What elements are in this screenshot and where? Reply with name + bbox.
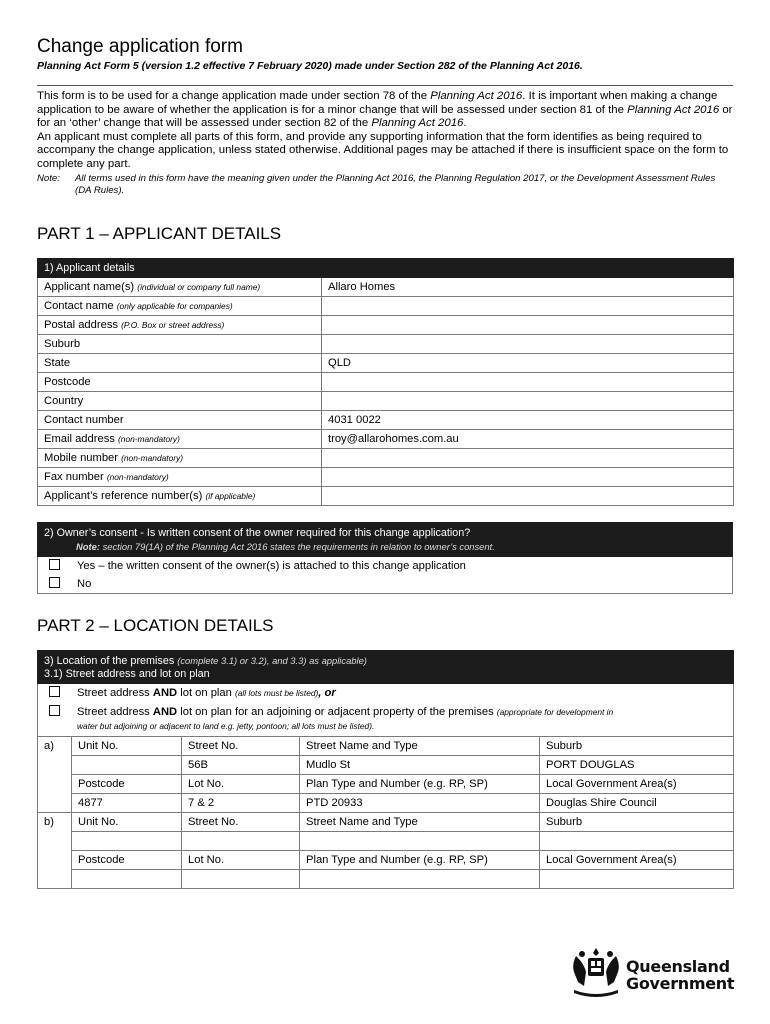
intro-paragraph-1 — [37, 90, 733, 131]
applicant-row — [38, 335, 734, 354]
consent-no-label: No — [77, 578, 92, 590]
intro-note-text: All terms used in this form have the meaning given under the Planning Act 2016, the Planning Regulation 2017, or the Development Assessment Rules (DA Rules). — [75, 172, 716, 197]
applicant-row — [38, 468, 734, 487]
opt1-or: , or — [318, 687, 336, 699]
owners-consent-table — [37, 522, 733, 594]
row-a-label: a) — [38, 737, 72, 813]
row-label-text: Mobile number — [44, 451, 118, 464]
row-b-label: b) — [38, 813, 72, 889]
applicant-row — [38, 373, 734, 392]
a-postcode-header: Postcode — [72, 775, 182, 794]
section1-header: 1) Applicant details — [38, 259, 734, 278]
a-unit-field[interactable] — [72, 756, 182, 775]
applicant-row-value-field[interactable]: Allaro Homes — [322, 278, 734, 297]
section2-note: section 79(1A) of the Planning Act 2016 states the requirements in relation to owner’s consent. — [102, 540, 495, 552]
consent-no-checkbox[interactable] — [49, 577, 60, 588]
page-subtitle: Planning Act Form 5 (version 1.2 effective 7 February 2020) made under Section 282 of the Planning Act 2016. — [37, 60, 583, 72]
applicant-row — [38, 316, 734, 335]
b-plan-header: Plan Type and Number (e.g. RP, SP) — [300, 851, 540, 870]
applicant-row-label — [38, 487, 322, 506]
row-label-text: Email address — [44, 432, 115, 445]
row-label-text: Applicant name(s) — [44, 280, 135, 293]
intro-p1-f: Planning Act 2016 — [371, 117, 464, 130]
row-label-text: Fax number — [44, 470, 104, 483]
applicant-row — [38, 430, 734, 449]
section2-note-label: Note: — [76, 540, 100, 552]
a-suburb-header: Suburb — [540, 737, 734, 756]
a-plan-header: Plan Type and Number (e.g. RP, SP) — [300, 775, 540, 794]
b-lot-field[interactable] — [182, 870, 300, 889]
applicant-row-value-field[interactable] — [322, 373, 734, 392]
b-unit-field[interactable] — [72, 832, 182, 851]
a-street-no-field[interactable]: 56B — [182, 756, 300, 775]
b-street-name-header: Street Name and Type — [300, 813, 540, 832]
intro-p1-c: . It is important when making a change application to be aware of whether the application is for a minor change that will be assessed under section 81 of the — [37, 90, 718, 116]
row-label-text: Suburb — [44, 337, 81, 350]
intro-text — [37, 90, 733, 172]
a-lot-header: Lot No. — [182, 775, 300, 794]
b-street-no-header: Street No. — [182, 813, 300, 832]
intro-p1-a: This form is to be used for a change application made under section 78 of the — [37, 90, 431, 102]
a-lga-field[interactable]: Douglas Shire Council — [540, 794, 734, 813]
applicant-row — [38, 487, 734, 506]
row-b-header-2 — [38, 851, 734, 870]
row-hint-text: (non-mandatory) — [106, 471, 169, 482]
applicant-row-value-field[interactable] — [322, 335, 734, 354]
row-label-text: Applicant’s reference number(s) — [44, 489, 203, 502]
logo-text — [626, 958, 734, 992]
section3-title: 3) Location of the premises — [44, 654, 175, 667]
location-option-1[interactable] — [38, 684, 734, 703]
a-street-no-header: Street No. — [182, 737, 300, 756]
applicant-row-value-field[interactable]: troy@allarohomes.com.au — [322, 430, 734, 449]
applicant-row — [38, 354, 734, 373]
applicant-row — [38, 278, 734, 297]
b-lot-header: Lot No. — [182, 851, 300, 870]
opt2-c: lot on plan for an adjoining or adjacent property of the premises — [177, 706, 497, 718]
applicant-row-value-field[interactable] — [322, 297, 734, 316]
opt1-a: Street address — [77, 687, 153, 699]
b-lga-header: Local Government Area(s) — [540, 851, 734, 870]
applicant-row-label — [38, 316, 322, 335]
title-divider — [37, 85, 733, 86]
a-lga-header: Local Government Area(s) — [540, 775, 734, 794]
row-b-values-1 — [38, 832, 734, 851]
applicant-row-value-field[interactable] — [322, 487, 734, 506]
applicant-row-label — [38, 335, 322, 354]
row-label-text: Contact name — [44, 299, 114, 312]
applicant-row-value-field[interactable] — [322, 316, 734, 335]
b-lga-field[interactable] — [540, 870, 734, 889]
applicant-row-label — [38, 373, 322, 392]
row-hint-text: (individual or company full name) — [137, 281, 261, 292]
row-label-text: State — [44, 356, 71, 369]
part2-section — [37, 616, 733, 636]
part1-section — [37, 224, 733, 244]
intro-paragraph-2: An applicant must complete all parts of this form, and provide any supporting information that the form identifies as being required to accompany the change application, unless stated otherwise. Additional pages may be attached if there is insufficient space on the form to complete any part. — [37, 130, 729, 170]
a-street-name-header: Street Name and Type — [300, 737, 540, 756]
intro-p1-d: Planning Act 2016 — [627, 103, 720, 116]
location-option-2[interactable] — [38, 702, 734, 737]
a-plan-field[interactable]: PTD 20933 — [300, 794, 540, 813]
row-a-values-1 — [38, 756, 734, 775]
b-street-no-field[interactable] — [182, 832, 300, 851]
applicant-row-value-field[interactable] — [322, 468, 734, 487]
location-table — [37, 650, 733, 889]
part1-heading: PART 1 – APPLICANT DETAILS — [37, 224, 282, 243]
logo-line-2: Government — [626, 974, 735, 993]
row-hint-text: (non-mandatory) — [118, 433, 180, 444]
intro-note — [37, 173, 733, 198]
b-street-name-field[interactable] — [300, 832, 540, 851]
applicant-row-label — [38, 354, 322, 373]
applicant-row — [38, 411, 734, 430]
applicant-row-label — [38, 449, 322, 468]
applicant-row-label — [38, 468, 322, 487]
applicant-row-label — [38, 278, 322, 297]
applicant-row-label — [38, 392, 322, 411]
applicant-row-value-field[interactable]: QLD — [322, 354, 734, 373]
consent-no-row[interactable] — [38, 575, 733, 594]
row-b-header-1 — [38, 813, 734, 832]
logo-line-1: Queensland — [626, 957, 730, 976]
applicant-row-label — [38, 411, 322, 430]
opt1-b: AND — [152, 687, 178, 699]
applicant-row — [38, 449, 734, 468]
form-page — [37, 36, 733, 198]
a-suburb-field[interactable]: PORT DOUGLAS — [540, 756, 734, 775]
a-street-name-field[interactable]: Mudlo St — [300, 756, 540, 775]
applicant-row-label — [38, 297, 322, 316]
b-unit-header: Unit No. — [72, 813, 182, 832]
a-unit-header: Unit No. — [72, 737, 182, 756]
applicant-row-value-field[interactable] — [322, 449, 734, 468]
row-a-header-2 — [38, 775, 734, 794]
opt2-hint1: (appropriate for development in — [496, 707, 614, 717]
applicant-details-table — [37, 258, 733, 506]
row-hint-text: (only applicable for companies) — [116, 300, 233, 311]
row-hint-text: (P.O. Box or street address) — [121, 319, 225, 330]
row-label-text: Postcode — [44, 375, 91, 388]
opt2-hint2: water but adjoining or adjacent to land e.g. jetty, pontoon; all lots must be listed). — [77, 721, 375, 731]
row-label-text: Contact number — [44, 413, 124, 426]
section2-title: 2) Owner’s consent - Is written consent of the owner required for this change application? — [44, 526, 471, 539]
applicant-row-value-field[interactable]: 4031 0022 — [322, 411, 734, 430]
applicant-row — [38, 297, 734, 316]
b-suburb-header: Suburb — [540, 813, 734, 832]
a-lot-field[interactable]: 7 & 2 — [182, 794, 300, 813]
section2-header — [38, 523, 733, 557]
section31-title: 3.1) Street address and lot on plan — [44, 667, 210, 680]
intro-note-label: Note: — [37, 172, 60, 184]
option2-checkbox[interactable] — [49, 705, 60, 716]
b-plan-field[interactable] — [300, 870, 540, 889]
row-hint-text: (non-mandatory) — [121, 452, 184, 463]
b-postcode-header: Postcode — [72, 851, 182, 870]
consent-yes-label: Yes – the written consent of the owner(s) is attached to this change application — [77, 560, 466, 572]
intro-p1-g: . — [463, 117, 467, 130]
section3-header — [38, 651, 734, 684]
applicant-row-label — [38, 430, 322, 449]
opt1-hint: (all lots must be listed) — [234, 688, 319, 698]
b-postcode-field[interactable] — [72, 870, 182, 889]
queensland-government-logo — [568, 946, 738, 996]
opt2-a: Street address — [77, 706, 153, 718]
page-title: Change application form — [37, 36, 243, 57]
section3-hint: (complete 3.1) or 3.2), and 3.3) as applicable) — [177, 654, 367, 666]
intro-p1-e: or for an ‘other’ change that will be assessed under section 82 of the — [37, 103, 733, 130]
row-label-text: Postal address — [44, 318, 119, 331]
coat-of-arms-icon — [568, 946, 624, 998]
row-b-values-2 — [38, 870, 734, 889]
part2-heading: PART 2 – LOCATION DETAILS — [37, 616, 274, 635]
applicant-row — [38, 392, 734, 411]
intro-p1-b: Planning Act 2016 — [430, 90, 523, 102]
opt2-b: AND — [152, 706, 178, 718]
row-hint-text: (if applicable) — [205, 490, 256, 501]
b-suburb-field[interactable] — [540, 832, 734, 851]
opt1-c: lot on plan — [177, 687, 235, 699]
a-postcode-field[interactable]: 4877 — [72, 794, 182, 813]
consent-yes-checkbox[interactable] — [49, 559, 60, 570]
row-a-header-1 — [38, 737, 734, 756]
applicant-row-value-field[interactable] — [322, 392, 734, 411]
consent-yes-row[interactable] — [38, 557, 733, 576]
option1-checkbox[interactable] — [49, 686, 60, 697]
row-a-values-2 — [38, 794, 734, 813]
row-label-text: Country — [44, 394, 84, 407]
